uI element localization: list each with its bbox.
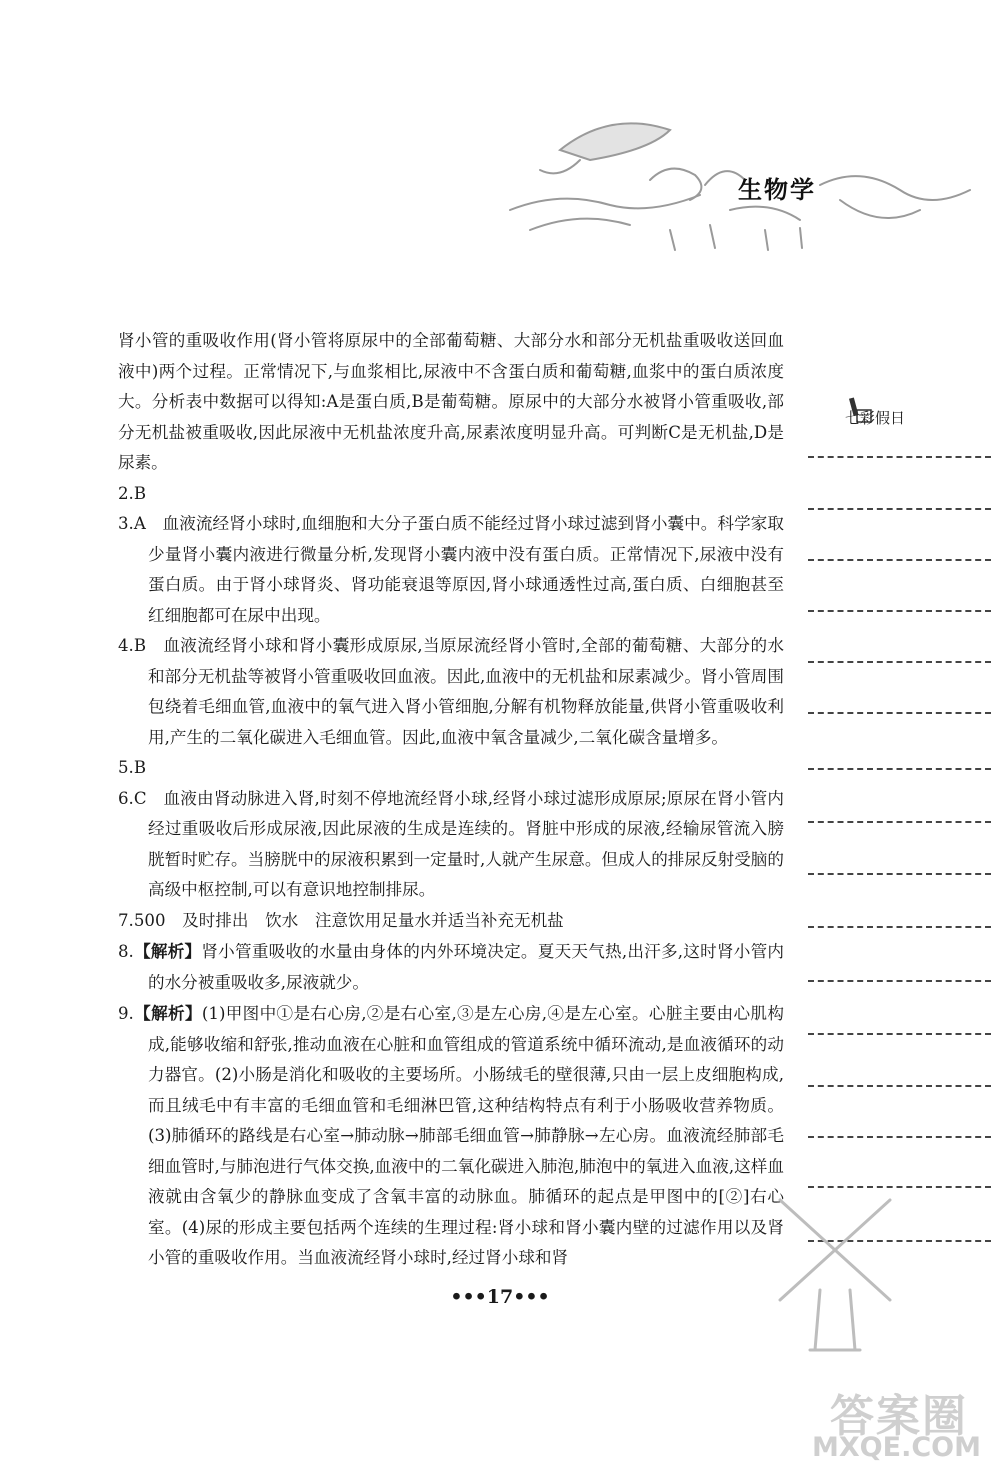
answer-item-6 bbox=[118, 784, 784, 906]
note-line bbox=[808, 1033, 991, 1035]
answer-item-5 bbox=[118, 753, 784, 784]
answer-number: 7. bbox=[118, 910, 134, 930]
subject-title: 生物学 bbox=[738, 175, 816, 204]
analysis-tag: 【解析】 bbox=[133, 1003, 202, 1023]
answer-number: 6. bbox=[118, 788, 134, 808]
answer-content bbox=[118, 326, 784, 1274]
answer-text: A 血液流经肾小球时,血细胞和大分子蛋白质不能经过肾小球过滤到肾小囊中。科学家取少量肾小囊内液进行微量分析,发现肾小囊内液中没有蛋白质。正常情况下,尿液中没有蛋白质。由于肾小球肾炎、肾功能衰退等原因,肾小球通透性过高,蛋白质、白细胞甚至红细胞都可在尿中出现。 bbox=[133, 514, 784, 625]
note-line bbox=[808, 1136, 991, 1138]
analysis-tag: 【解析】 bbox=[133, 941, 202, 961]
answer-text: 肾小管重吸收的水量由身体的内外环境决定。夏天天气热,出汗多,这时肾小管内的水分被重吸收多,尿液就少。 bbox=[148, 942, 784, 992]
answer-number: 3. bbox=[118, 514, 134, 533]
note-line bbox=[808, 1085, 991, 1087]
answer-text: B bbox=[133, 483, 147, 503]
answer-text: 肾小管的重吸收作用(肾小管将原尿中的全部葡萄糖、大部分水和部分无机盐重吸收送回血液中)两个过程。正常情况下,与血浆相比,尿液中不含蛋白质和葡萄糖,血浆中的蛋白质浓度大。分析表中数据可以得知:A是蛋白质,B是葡萄糖。原尿中的大部分水被肾小管重吸收,部分无机盐被重吸收,因此尿液中无机盐浓度升高,尿素浓度明显升高。可判断C是无机盐,D是尿素。 bbox=[118, 331, 784, 472]
page-number: •••17••• bbox=[450, 1286, 550, 1308]
answer-item-3 bbox=[118, 509, 784, 631]
answer-text: (1)甲图中①是右心房,②是右心室,③是左心房,④是左心室。心脏主要由心肌构成,能够收缩和舒张,推动血液在心脏和血管组成的管道系统中循环流动,是血液循环的动力器官。(2)小肠是消化和吸收的主要场所。小肠绒毛的壁很薄,只由一层上皮细胞构成,而且绒毛中有丰富的毛细血管和毛细淋巴管,这种结构特点有利于小肠吸收营养物质。(3)肺循环的路线是右心室→肺动脉→肺部毛细血管→肺静脉→左心房。血液流经肺部毛细血管时,与肺泡进行气体交换,血液中的二氧化碳进入肺泡,肺泡中的氧进入血液,这样血液就由含氧少的静脉血变成了含氧丰富的动脉血。肺循环的起点是甲图中的[②]右心室。(4)尿的形成主要包括两个连续的生理过程:肾小球和肾小囊内壁的过滤作用以及肾小管的重吸收作用。当血液流经肾小球时,经过肾小球和肾 bbox=[148, 1004, 785, 1267]
note-line bbox=[808, 926, 991, 928]
note-line bbox=[808, 980, 991, 982]
windmill-decoration bbox=[760, 1180, 910, 1360]
answer-item-9 bbox=[118, 998, 784, 1274]
answer-number: 4. bbox=[118, 636, 134, 655]
note-line bbox=[808, 821, 991, 823]
answer-number: 9. bbox=[118, 1004, 134, 1023]
answer-item-7 bbox=[118, 906, 784, 937]
answer-text: B 血液流经肾小球和肾小囊形成原尿,当原尿流经肾小管时,全部的葡萄糖、大部分的水和部分无机盐等被肾小管重吸收回血液。因此,血液中的无机盐和尿素减少。肾小管周围包绕着毛细血管,血液中的氧气进入肾小管细胞,分解有机物释放能量,供肾小管重吸收利用,产生的二氧化碳进入毛细血管。因此,血液中氧含量减少,二氧化碳含量增多。 bbox=[133, 636, 784, 747]
note-line bbox=[808, 508, 991, 510]
answer-number: 5. bbox=[118, 758, 134, 777]
sidebar-label: 七彩假日 bbox=[845, 409, 906, 427]
answer-item-4 bbox=[118, 631, 784, 753]
note-line bbox=[808, 712, 991, 714]
answer-item-2 bbox=[118, 479, 784, 510]
answer-text: C 血液由肾动脉进入肾,时刻不停地流经肾小球,经肾小球过滤形成原尿;原尿在肾小管内经过重吸收后形成尿液,因此尿液的生成是连续的。肾脏中形成的尿液,经输尿管流入膀胱暂时贮存。当膀胱中的尿液积累到一定量时,人就产生尿意。但成人的排尿反射受脑的高级中枢控制,可以有意识地控制排尿。 bbox=[133, 788, 784, 899]
note-line bbox=[808, 559, 991, 561]
watermark-url: MXQE.COM bbox=[812, 1432, 981, 1463]
note-line bbox=[808, 610, 991, 612]
answer-item-1-continued bbox=[118, 326, 784, 479]
answer-item-8 bbox=[118, 936, 784, 998]
note-line bbox=[808, 456, 991, 458]
note-line bbox=[808, 661, 991, 663]
answer-text: 500 及时排出 饮水 注意饮用足量水并适当补充无机盐 bbox=[133, 910, 564, 930]
note-line bbox=[808, 873, 991, 875]
answer-number: 8. bbox=[118, 942, 134, 961]
watermark-logo: 答案圈 bbox=[830, 1391, 968, 1442]
note-line bbox=[808, 768, 991, 770]
answer-text: B bbox=[133, 758, 147, 777]
answer-number: 2. bbox=[118, 483, 134, 503]
